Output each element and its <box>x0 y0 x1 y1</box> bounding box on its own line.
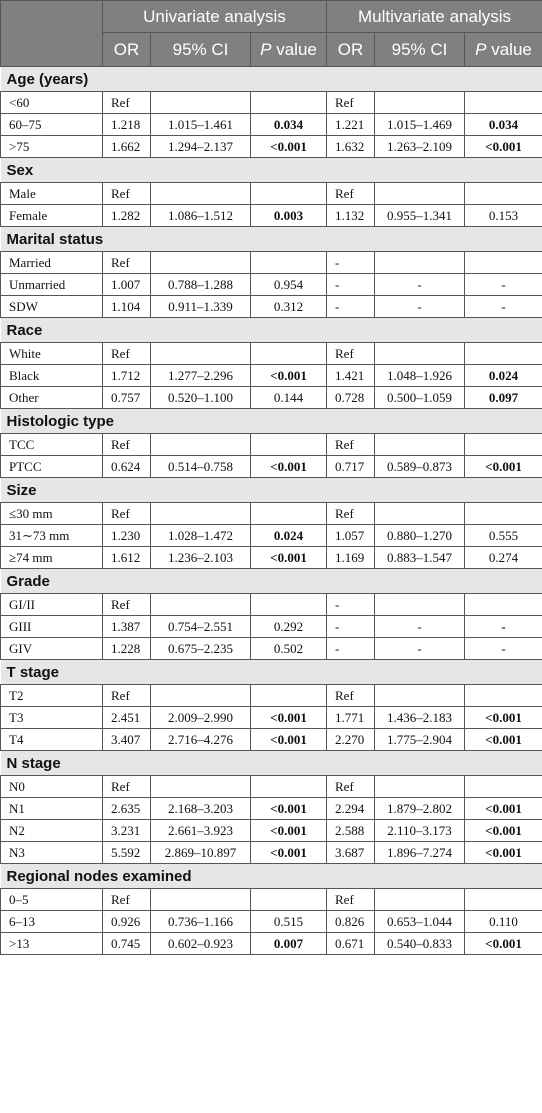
univariate-p-cell: 0.034 <box>251 114 327 136</box>
multivariate-ci-cell <box>375 503 465 525</box>
univariate-p-cell: <0.001 <box>251 547 327 569</box>
univariate-or-cell: 1.007 <box>103 274 151 296</box>
section-row <box>1 158 542 183</box>
multivariate-ci-cell: - <box>375 296 465 318</box>
univariate-header: Univariate analysis <box>103 1 327 33</box>
multivariate-p-cell: 0.097 <box>465 387 542 409</box>
col-or-2: OR <box>327 33 375 67</box>
multivariate-or-cell: 1.421 <box>327 365 375 387</box>
univariate-or-cell: 0.926 <box>103 911 151 933</box>
univariate-ci-cell: 1.015–1.461 <box>151 114 251 136</box>
row-label: T2 <box>1 685 103 707</box>
univariate-ci-cell <box>151 343 251 365</box>
col-ci-1: 95% CI <box>151 33 251 67</box>
univariate-ci-cell: 0.602–0.923 <box>151 933 251 955</box>
univariate-p-cell: <0.001 <box>251 842 327 864</box>
multivariate-p-cell <box>465 776 542 798</box>
univariate-ci-cell: 0.514–0.758 <box>151 456 251 478</box>
univariate-or-cell: Ref <box>103 434 151 456</box>
row-label: T3 <box>1 707 103 729</box>
univariate-p-cell: 0.954 <box>251 274 327 296</box>
univariate-ci-cell: 2.168–3.203 <box>151 798 251 820</box>
univariate-p-cell: 0.024 <box>251 525 327 547</box>
univariate-or-cell: 1.612 <box>103 547 151 569</box>
multivariate-p-cell: - <box>465 638 542 660</box>
section-title: Grade <box>1 569 542 594</box>
multivariate-p-cell <box>465 889 542 911</box>
multivariate-or-cell: 1.632 <box>327 136 375 158</box>
row-label: T4 <box>1 729 103 751</box>
univariate-ci-cell: 1.086–1.512 <box>151 205 251 227</box>
univariate-p-cell: 0.502 <box>251 638 327 660</box>
univariate-or-cell: Ref <box>103 685 151 707</box>
multivariate-ci-cell <box>375 594 465 616</box>
section-title: T stage <box>1 660 542 685</box>
row-label: Other <box>1 387 103 409</box>
univariate-or-cell: 1.282 <box>103 205 151 227</box>
univariate-ci-cell: 0.754–2.551 <box>151 616 251 638</box>
table-body <box>1 67 542 955</box>
univariate-p-cell: 0.312 <box>251 296 327 318</box>
table-row <box>1 638 542 660</box>
univariate-ci-cell <box>151 183 251 205</box>
multivariate-ci-cell: 0.955–1.341 <box>375 205 465 227</box>
multivariate-p-cell: 0.153 <box>465 205 542 227</box>
multivariate-ci-cell: 1.015–1.469 <box>375 114 465 136</box>
row-label: Male <box>1 183 103 205</box>
section-row <box>1 569 542 594</box>
multivariate-header: Multivariate analysis <box>327 1 542 33</box>
univariate-ci-cell: 2.716–4.276 <box>151 729 251 751</box>
multivariate-ci-cell <box>375 776 465 798</box>
multivariate-p-cell: - <box>465 274 542 296</box>
univariate-or-cell: 5.592 <box>103 842 151 864</box>
univariate-p-cell: <0.001 <box>251 365 327 387</box>
multivariate-or-cell: 2.270 <box>327 729 375 751</box>
univariate-or-cell: Ref <box>103 92 151 114</box>
multivariate-or-cell: Ref <box>327 92 375 114</box>
univariate-p-cell: <0.001 <box>251 820 327 842</box>
multivariate-ci-cell: - <box>375 274 465 296</box>
univariate-or-cell: 1.104 <box>103 296 151 318</box>
multivariate-or-cell: - <box>327 296 375 318</box>
univariate-or-cell: 1.662 <box>103 136 151 158</box>
section-row <box>1 660 542 685</box>
multivariate-or-cell: Ref <box>327 503 375 525</box>
p-letter: P <box>260 39 272 59</box>
multivariate-p-cell <box>465 594 542 616</box>
multivariate-p-cell: <0.001 <box>465 707 542 729</box>
multivariate-or-cell: Ref <box>327 343 375 365</box>
univariate-ci-cell <box>151 889 251 911</box>
row-label: Female <box>1 205 103 227</box>
table-row <box>1 92 542 114</box>
col-ci-2: 95% CI <box>375 33 465 67</box>
univariate-or-cell: Ref <box>103 776 151 798</box>
table-row <box>1 274 542 296</box>
univariate-or-cell: 2.451 <box>103 707 151 729</box>
univariate-p-cell: <0.001 <box>251 136 327 158</box>
univariate-p-cell: 0.007 <box>251 933 327 955</box>
univariate-p-cell <box>251 685 327 707</box>
multivariate-p-cell: - <box>465 616 542 638</box>
univariate-or-cell: Ref <box>103 343 151 365</box>
table-row <box>1 183 542 205</box>
col-p-2 <box>465 33 542 67</box>
multivariate-p-cell: 0.555 <box>465 525 542 547</box>
multivariate-ci-cell: 2.110–3.173 <box>375 820 465 842</box>
table-row <box>1 503 542 525</box>
multivariate-ci-cell <box>375 343 465 365</box>
multivariate-or-cell: 0.671 <box>327 933 375 955</box>
multivariate-p-cell: 0.274 <box>465 547 542 569</box>
multivariate-ci-cell: 0.540–0.833 <box>375 933 465 955</box>
multivariate-p-cell: 0.024 <box>465 365 542 387</box>
multivariate-ci-cell <box>375 685 465 707</box>
table-row <box>1 387 542 409</box>
row-label: GI/II <box>1 594 103 616</box>
section-title: Race <box>1 318 542 343</box>
section-row <box>1 751 542 776</box>
univariate-or-cell: 0.624 <box>103 456 151 478</box>
univariate-p-cell <box>251 594 327 616</box>
univariate-p-cell: 0.292 <box>251 616 327 638</box>
univariate-ci-cell <box>151 594 251 616</box>
table-row <box>1 889 542 911</box>
table-row <box>1 343 542 365</box>
multivariate-or-cell: - <box>327 616 375 638</box>
row-label: N0 <box>1 776 103 798</box>
univariate-ci-cell <box>151 503 251 525</box>
row-label: 31∼73 mm <box>1 525 103 547</box>
univariate-p-cell: 0.003 <box>251 205 327 227</box>
row-label: <60 <box>1 92 103 114</box>
multivariate-ci-cell: - <box>375 616 465 638</box>
univariate-or-cell: Ref <box>103 252 151 274</box>
multivariate-or-cell: - <box>327 274 375 296</box>
multivariate-ci-cell: - <box>375 638 465 660</box>
multivariate-ci-cell: 0.653–1.044 <box>375 911 465 933</box>
table-header <box>1 1 542 67</box>
univariate-ci-cell <box>151 776 251 798</box>
univariate-ci-cell: 0.675–2.235 <box>151 638 251 660</box>
multivariate-ci-cell: 1.048–1.926 <box>375 365 465 387</box>
table-row <box>1 798 542 820</box>
table-row <box>1 114 542 136</box>
p-letter: P <box>475 39 487 59</box>
univariate-p-cell <box>251 343 327 365</box>
row-label: N3 <box>1 842 103 864</box>
univariate-ci-cell: 2.869–10.897 <box>151 842 251 864</box>
col-p-1 <box>251 33 327 67</box>
univariate-p-cell <box>251 776 327 798</box>
row-label: TCC <box>1 434 103 456</box>
multivariate-or-cell: 2.294 <box>327 798 375 820</box>
multivariate-ci-cell: 1.879–2.802 <box>375 798 465 820</box>
p-word: value <box>491 39 532 59</box>
multivariate-or-cell: 0.717 <box>327 456 375 478</box>
multivariate-p-cell <box>465 343 542 365</box>
row-label: PTCC <box>1 456 103 478</box>
multivariate-ci-cell: 1.896–7.274 <box>375 842 465 864</box>
multivariate-or-cell: Ref <box>327 776 375 798</box>
univariate-p-cell <box>251 183 327 205</box>
row-label: 60–75 <box>1 114 103 136</box>
multivariate-or-cell: Ref <box>327 183 375 205</box>
univariate-p-cell: 0.144 <box>251 387 327 409</box>
univariate-p-cell <box>251 252 327 274</box>
univariate-p-cell <box>251 889 327 911</box>
table-row <box>1 365 542 387</box>
multivariate-ci-cell: 1.775–2.904 <box>375 729 465 751</box>
multivariate-ci-cell: 0.880–1.270 <box>375 525 465 547</box>
univariate-ci-cell <box>151 434 251 456</box>
section-title: Marital status <box>1 227 542 252</box>
multivariate-ci-cell: 0.883–1.547 <box>375 547 465 569</box>
row-label: SDW <box>1 296 103 318</box>
univariate-or-cell: 1.387 <box>103 616 151 638</box>
multivariate-p-cell: <0.001 <box>465 798 542 820</box>
multivariate-or-cell: 1.057 <box>327 525 375 547</box>
section-row <box>1 478 542 503</box>
multivariate-or-cell: 1.132 <box>327 205 375 227</box>
multivariate-p-cell <box>465 503 542 525</box>
univariate-p-cell: <0.001 <box>251 798 327 820</box>
table-row <box>1 296 542 318</box>
univariate-or-cell: 1.712 <box>103 365 151 387</box>
table-row <box>1 616 542 638</box>
table-row <box>1 911 542 933</box>
univariate-p-cell: <0.001 <box>251 707 327 729</box>
multivariate-ci-cell: 0.589–0.873 <box>375 456 465 478</box>
univariate-or-cell: 1.228 <box>103 638 151 660</box>
univariate-or-cell: 1.230 <box>103 525 151 547</box>
univariate-p-cell <box>251 92 327 114</box>
multivariate-ci-cell <box>375 92 465 114</box>
univariate-p-cell: 0.515 <box>251 911 327 933</box>
univariate-or-cell: 2.635 <box>103 798 151 820</box>
univariate-p-cell: <0.001 <box>251 456 327 478</box>
multivariate-p-cell: 0.110 <box>465 911 542 933</box>
multivariate-or-cell: - <box>327 252 375 274</box>
multivariate-or-cell: - <box>327 638 375 660</box>
row-label: >75 <box>1 136 103 158</box>
univariate-ci-cell: 0.911–1.339 <box>151 296 251 318</box>
univariate-or-cell: Ref <box>103 594 151 616</box>
section-title: Histologic type <box>1 409 542 434</box>
section-row <box>1 409 542 434</box>
section-title: Regional nodes examined <box>1 864 542 889</box>
row-label: Unmarried <box>1 274 103 296</box>
multivariate-p-cell <box>465 434 542 456</box>
multivariate-p-cell: <0.001 <box>465 842 542 864</box>
row-label: GIII <box>1 616 103 638</box>
multivariate-p-cell <box>465 252 542 274</box>
univariate-or-cell: Ref <box>103 889 151 911</box>
table-row <box>1 252 542 274</box>
univariate-or-cell: 1.218 <box>103 114 151 136</box>
univariate-ci-cell: 1.277–2.296 <box>151 365 251 387</box>
univariate-ci-cell: 1.294–2.137 <box>151 136 251 158</box>
row-label: ≥74 mm <box>1 547 103 569</box>
section-title: Age (years) <box>1 67 542 92</box>
table-row <box>1 820 542 842</box>
table-row <box>1 547 542 569</box>
univariate-ci-cell: 0.736–1.166 <box>151 911 251 933</box>
multivariate-p-cell <box>465 183 542 205</box>
multivariate-p-cell: <0.001 <box>465 136 542 158</box>
row-label: N1 <box>1 798 103 820</box>
univariate-or-cell: 3.407 <box>103 729 151 751</box>
multivariate-p-cell <box>465 685 542 707</box>
multivariate-or-cell: 3.687 <box>327 842 375 864</box>
multivariate-or-cell: 0.826 <box>327 911 375 933</box>
table-row <box>1 434 542 456</box>
multivariate-p-cell: <0.001 <box>465 729 542 751</box>
univariate-p-cell: <0.001 <box>251 729 327 751</box>
univariate-ci-cell: 2.661–3.923 <box>151 820 251 842</box>
row-label: White <box>1 343 103 365</box>
univariate-or-cell: Ref <box>103 183 151 205</box>
table-row <box>1 456 542 478</box>
univariate-ci-cell: 2.009–2.990 <box>151 707 251 729</box>
table-row <box>1 707 542 729</box>
multivariate-or-cell: - <box>327 594 375 616</box>
table-row <box>1 136 542 158</box>
univariate-ci-cell: 1.236–2.103 <box>151 547 251 569</box>
multivariate-p-cell: <0.001 <box>465 933 542 955</box>
row-label: Married <box>1 252 103 274</box>
multivariate-p-cell: <0.001 <box>465 456 542 478</box>
section-title: Size <box>1 478 542 503</box>
univariate-ci-cell: 1.028–1.472 <box>151 525 251 547</box>
table-row <box>1 685 542 707</box>
multivariate-p-cell: <0.001 <box>465 820 542 842</box>
univariate-or-cell: 0.745 <box>103 933 151 955</box>
multivariate-or-cell: Ref <box>327 889 375 911</box>
univariate-or-cell: 3.231 <box>103 820 151 842</box>
multivariate-ci-cell: 0.500–1.059 <box>375 387 465 409</box>
multivariate-ci-cell <box>375 183 465 205</box>
section-title: N stage <box>1 751 542 776</box>
multivariate-p-cell: - <box>465 296 542 318</box>
table-row <box>1 729 542 751</box>
section-row <box>1 227 542 252</box>
col-or-1: OR <box>103 33 151 67</box>
multivariate-or-cell: 1.221 <box>327 114 375 136</box>
row-label: 0–5 <box>1 889 103 911</box>
p-word: value <box>276 39 317 59</box>
row-label: Black <box>1 365 103 387</box>
univariate-p-cell <box>251 503 327 525</box>
section-title: Sex <box>1 158 542 183</box>
univariate-ci-cell: 0.520–1.100 <box>151 387 251 409</box>
table-row <box>1 594 542 616</box>
multivariate-ci-cell: 1.263–2.109 <box>375 136 465 158</box>
table-row <box>1 842 542 864</box>
univariate-ci-cell: 0.788–1.288 <box>151 274 251 296</box>
row-label: GIV <box>1 638 103 660</box>
multivariate-ci-cell <box>375 434 465 456</box>
section-row <box>1 318 542 343</box>
multivariate-or-cell: 2.588 <box>327 820 375 842</box>
row-label: ≤30 mm <box>1 503 103 525</box>
multivariate-p-cell: 0.034 <box>465 114 542 136</box>
univariate-or-cell: Ref <box>103 503 151 525</box>
multivariate-or-cell: 0.728 <box>327 387 375 409</box>
multivariate-or-cell: Ref <box>327 434 375 456</box>
univariate-or-cell: 0.757 <box>103 387 151 409</box>
row-label: 6–13 <box>1 911 103 933</box>
row-label: N2 <box>1 820 103 842</box>
section-row <box>1 864 542 889</box>
univariate-p-cell <box>251 434 327 456</box>
multivariate-or-cell: Ref <box>327 685 375 707</box>
multivariate-or-cell: 1.169 <box>327 547 375 569</box>
univariate-ci-cell <box>151 252 251 274</box>
multivariate-ci-cell <box>375 889 465 911</box>
multivariate-ci-cell <box>375 252 465 274</box>
table-row <box>1 525 542 547</box>
section-row <box>1 67 542 92</box>
table-row <box>1 205 542 227</box>
multivariate-p-cell <box>465 92 542 114</box>
multivariate-or-cell: 1.771 <box>327 707 375 729</box>
row-label: >13 <box>1 933 103 955</box>
univariate-ci-cell <box>151 685 251 707</box>
multivariate-ci-cell: 1.436–2.183 <box>375 707 465 729</box>
univariate-ci-cell <box>151 92 251 114</box>
table-row <box>1 933 542 955</box>
table-row <box>1 776 542 798</box>
header-blank-cell <box>1 1 103 67</box>
